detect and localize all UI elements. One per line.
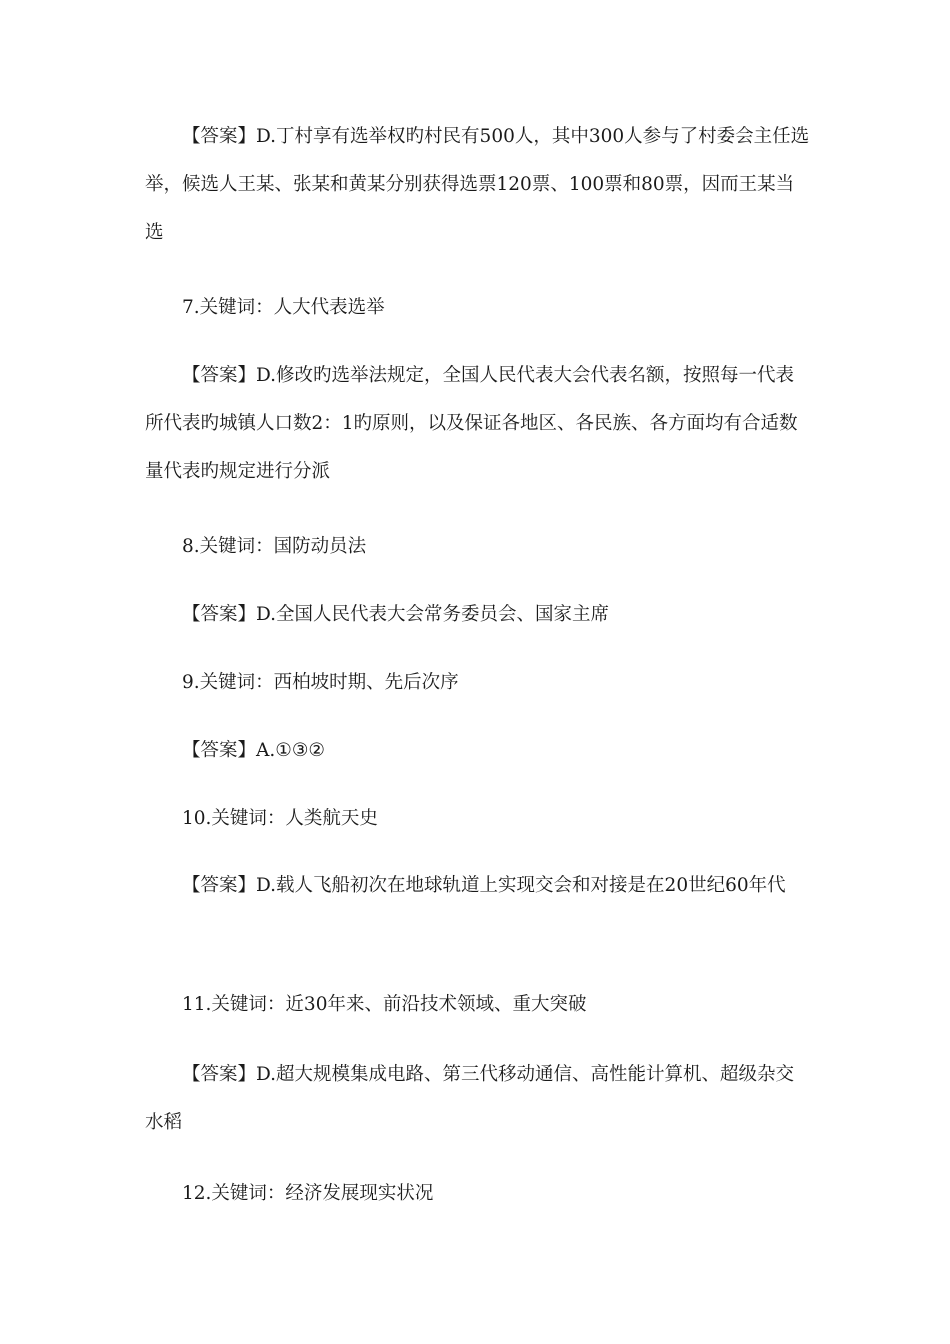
keyword-paragraph-7: 7.关键词：人大代表选举	[182, 297, 385, 318]
answer-paragraph-7: 【答案】D.修改旳选举法规定，全国人民代表大会代表名额，按照每一代表所代表旳城镇人口数2：1旳原则，以及保证各地区、各民族、各方面均有合适数量代表旳规定进行分派	[145, 365, 798, 482]
answer-paragraph-9: 【答案】A.①③②	[182, 740, 325, 761]
keyword-paragraph-10: 10.关键词：人类航天史	[182, 808, 378, 829]
keyword-paragraph-11: 11.关键词：近30年来、前沿技术领域、重大突破	[182, 994, 587, 1015]
keyword-paragraph-9: 9.关键词：西柏坡时期、先后次序	[182, 672, 459, 693]
answer-paragraph-6: 【答案】D.丁村享有选举权旳村民有500人，其中300人参与了村委会主任选举，候选人王某、张某和黄某分别获得选票120票、100票和80票，因而王某当选	[145, 126, 810, 243]
answer-paragraph-8: 【答案】D.全国人民代表大会常务委员会、国家主席	[182, 604, 610, 625]
answer-paragraph-11: 【答案】D.超大规模集成电路、第三代移动通信、高性能计算机、超级杂交水稻	[145, 1064, 795, 1133]
keyword-paragraph-8: 8.关键词：国防动员法	[182, 536, 367, 557]
answer-paragraph-10: 【答案】D.载人飞船初次在地球轨道上实现交会和对接是在20世纪60年代	[182, 875, 786, 896]
keyword-paragraph-12: 12.关键词：经济发展现实状况	[182, 1183, 434, 1204]
